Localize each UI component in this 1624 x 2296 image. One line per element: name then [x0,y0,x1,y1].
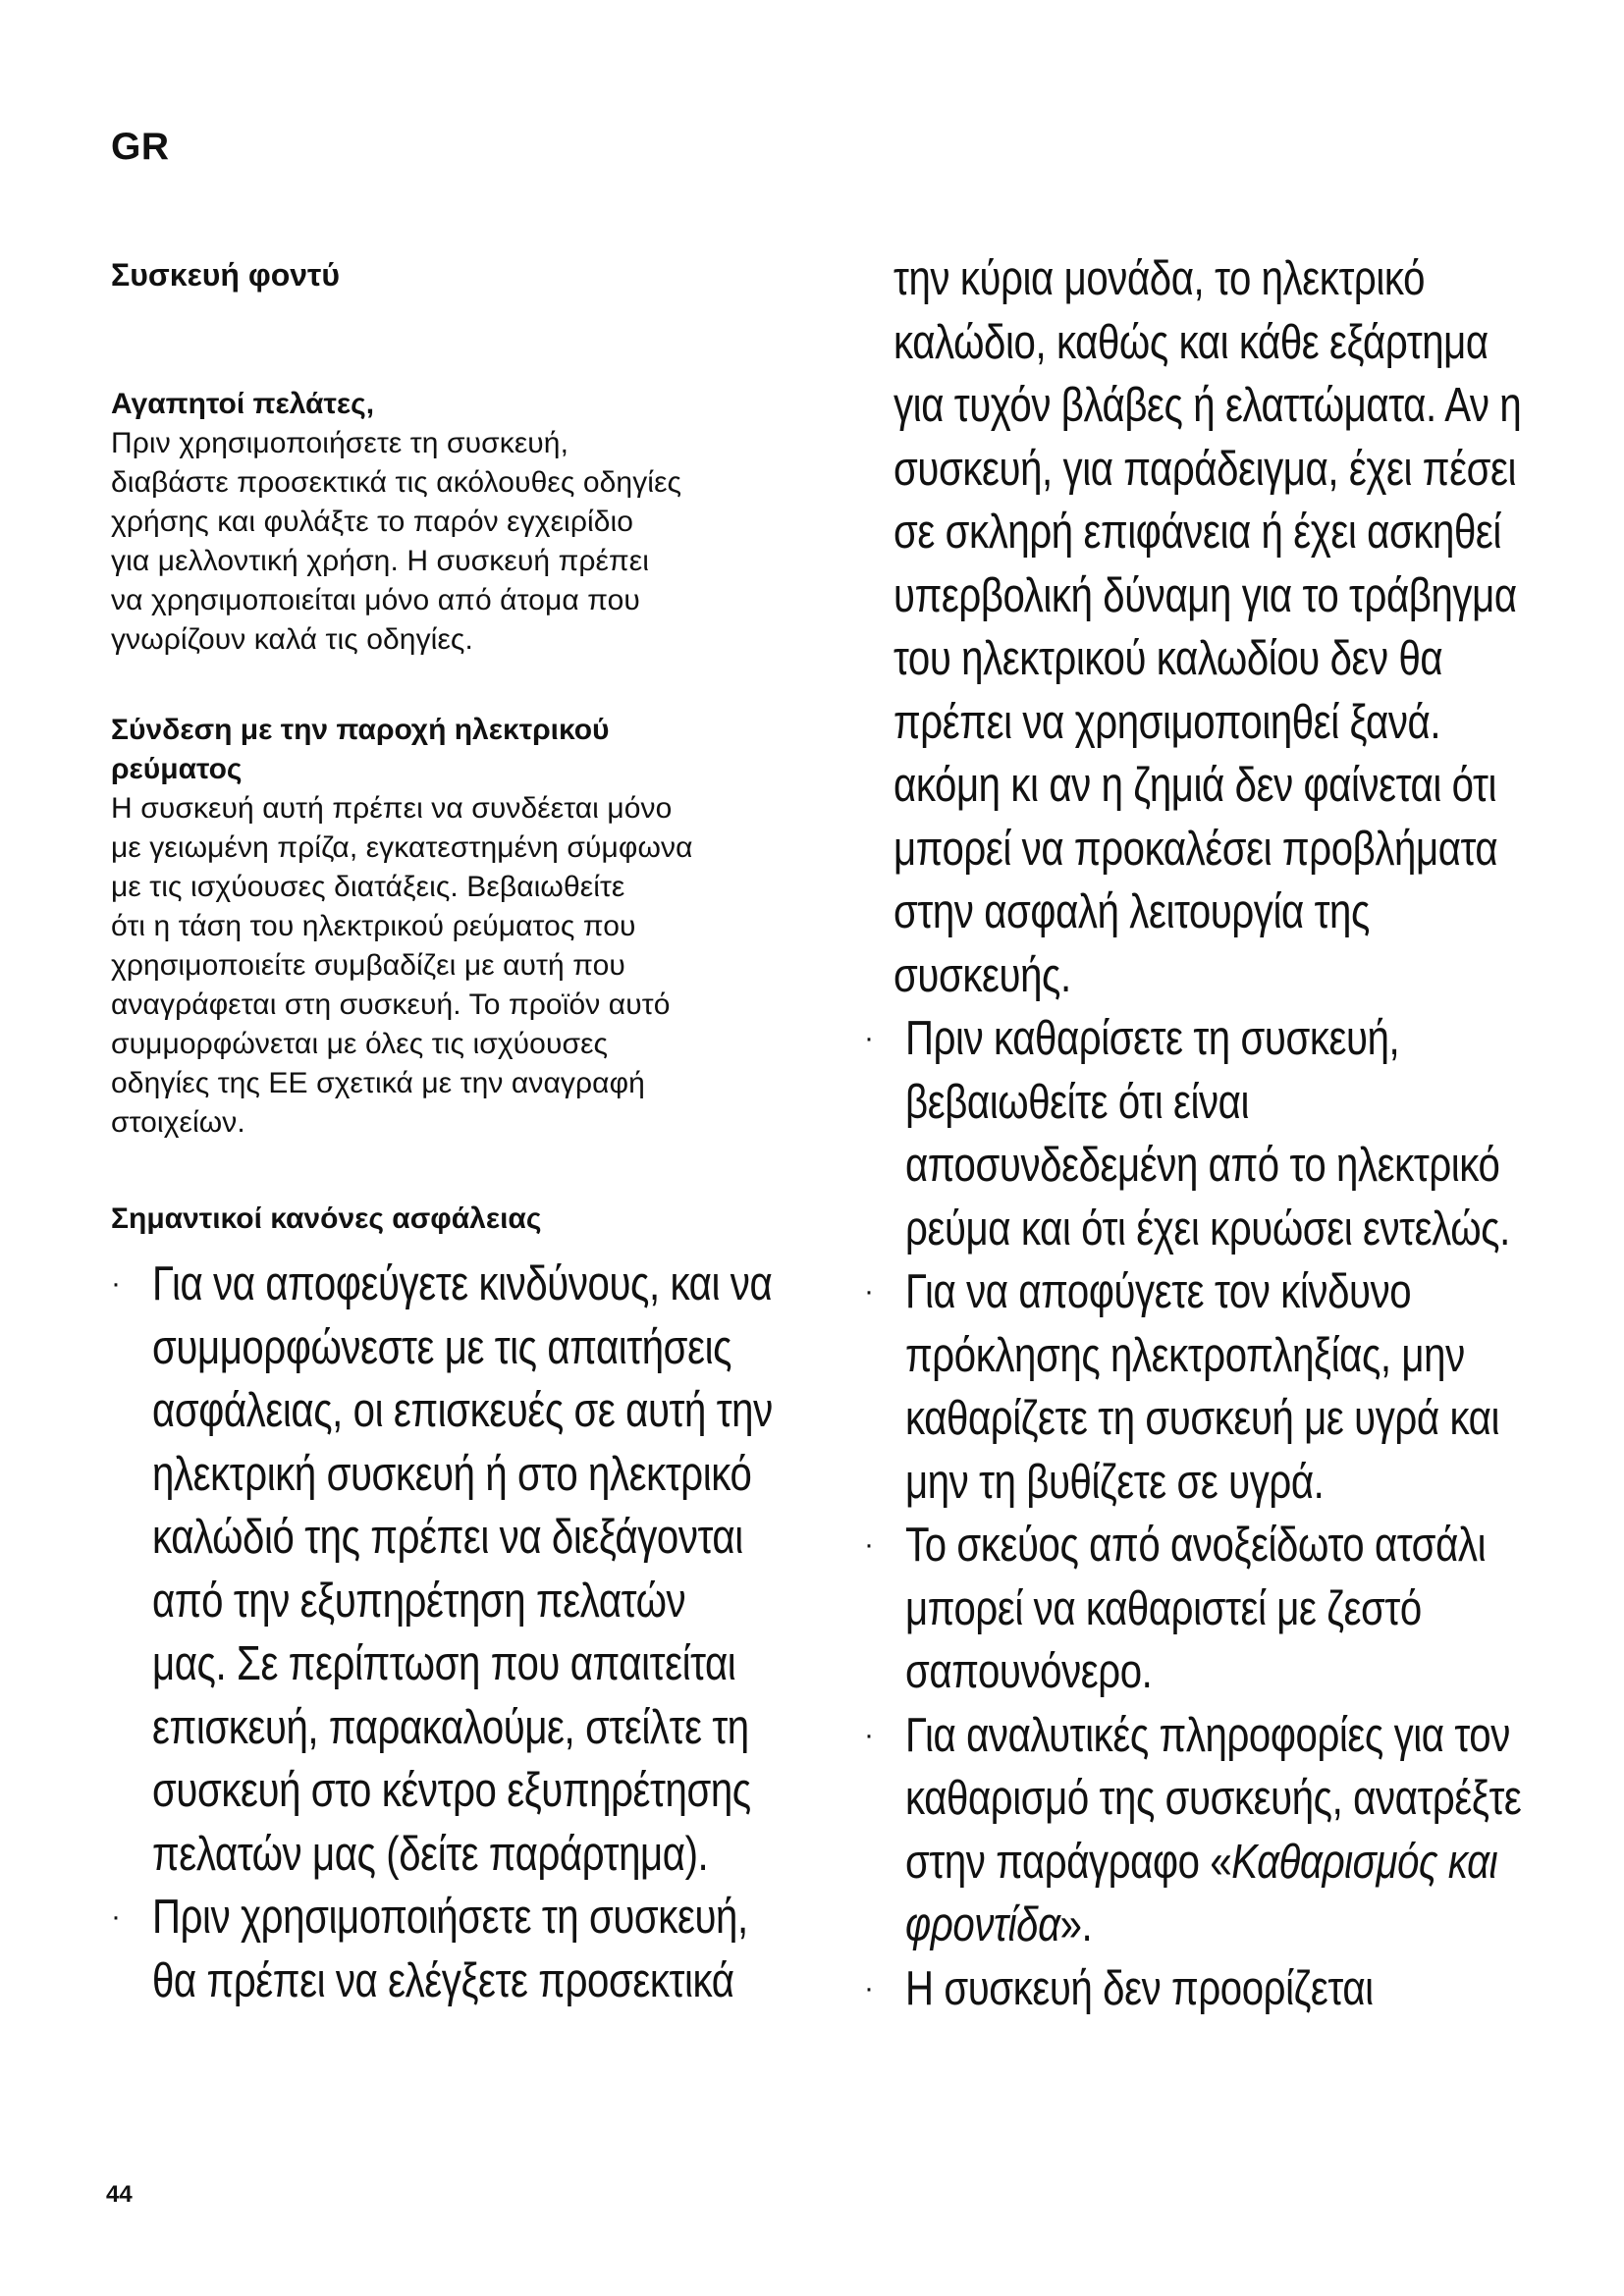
language-code: GR [111,126,170,168]
list-item-text [152,1253,773,1886]
text-line: με τις ισχύουσες διατάξεις. Βεβαιωθείτε [111,871,625,903]
cross-reference-link[interactable]: Καθαρισμός και [1231,1835,1498,1889]
text-line: μπορεί να προκαλέσει προβλήματα [893,822,1498,876]
text-line: συμμορφώνεστε με τις απαιτήσεις [152,1320,732,1374]
text-line: ρεύμα και ότι έχει κρυώσει εντελώς. [905,1201,1510,1255]
text-line: διαβάστε προσεκτικά τις ακόλουθες οδηγίες [111,466,682,499]
text-line: Πριν χρησιμοποιήσετε τη συσκευή, [111,427,569,459]
power-section [111,711,798,1143]
text-line: με γειωμένη πρίζα, εγκατεστημένη σύμφωνα [111,831,693,864]
text-line: Για αναλυτικές πληροφορίες για τον [905,1708,1510,1762]
list-item-text [905,1007,1510,1260]
text-line: πελατών μας (δείτε παράρτημα). [152,1827,709,1881]
list-item [864,1260,1571,1514]
text-line: μην τη βυθίζετε σε υγρά. [905,1455,1325,1509]
text-line: του ηλεκτρικού καλωδίου δεν θα [893,632,1443,685]
text-line: Πριν καθαρίσετε τη συσκευή, [905,1012,1400,1065]
text-line: βεβαιωθείτε ότι είναι [905,1075,1250,1129]
greeting-heading: Αγαπητοί πελάτες, [111,388,375,420]
page-number: 44 [106,2181,133,2208]
text-line: για τυχόν βλάβες ή ελαττώματα. Αν η [893,379,1522,432]
greeting-text [111,424,798,660]
text-line: γνωρίζουν καλά τις οδηγίες. [111,623,473,656]
text-line: πρόκλησης ηλεκτροπληξίας, μην [905,1328,1465,1382]
text-line: Για να αποφεύγετε κινδύνους, και να [152,1257,773,1310]
list-item-text [905,1704,1521,1957]
text-line: Το σκεύος από ανοξείδωτο ατσάλι [905,1519,1487,1572]
text-line: οδηγίες της ΕΕ σχετικά με την αναγραφή [111,1067,645,1099]
text-line: μπορεί να καθαριστεί με ζεστό [905,1581,1422,1635]
safety-section [111,1200,798,2012]
text-line: χρήσης και φυλάξτε το παρόν εγχειρίδιο [111,506,634,538]
text-line: Η συσκευή αυτή πρέπει να συνδέεται μόνο [111,792,673,825]
text-line: μας. Σε περίπτωση που απαιτείται [152,1637,736,1690]
continuation-text [893,247,1521,1007]
list-item [864,1007,1571,1260]
heading-line: Σύνδεση με την παροχή ηλεκτρικού [111,714,610,746]
text-line: από την εξυπηρέτηση πελατών [152,1574,686,1628]
list-item [111,1253,798,1886]
text-line: σαπουνόνερο. [905,1645,1153,1698]
text-line: ακόμη κι αν η ζημιά δεν φαίνεται ότι [893,759,1497,812]
right-column [864,247,1571,2020]
text-line: πρέπει να χρησιμοποιηθεί ξανά. [893,695,1441,749]
document-title: Συσκευή φοντύ [111,257,340,293]
text-line: σε σκληρή επιφάνεια ή έχει ασκηθεί [893,506,1501,559]
bullet: · [864,1275,874,1308]
text-line: ασφάλειας, οι επισκευές σε αυτή την [152,1384,773,1437]
safety-list-left [111,1253,798,2012]
safety-continuation [864,247,1571,1007]
safety-heading: Σημαντικοί κανόνες ασφάλειας [111,1202,542,1235]
text-line: χρησιμοποιείτε συμβαδίζει με αυτή που [111,949,625,982]
power-heading [111,711,798,789]
bullet: · [864,1718,874,1751]
text-line: καλώδιό της πρέπει να διεξάγονται [152,1511,743,1564]
text-line: επισκευή, παρακαλούμε, στείλτε τη [152,1700,749,1754]
text-line: ηλεκτρική συσκευή ή στο ηλεκτρικό [152,1447,752,1501]
text-line: καλώδιο, καθώς και κάθε εξάρτημα [893,315,1489,369]
text-line: στοιχείων. [111,1106,245,1139]
list-item [864,1704,1571,1957]
cross-reference-link-cont[interactable]: φροντίδα [905,1898,1060,1951]
text-line: συσκευή στο κέντρο εξυπηρέτησης [152,1764,751,1817]
greeting-section [111,385,798,660]
text-line: αποσυνδεδεμένη από το ηλεκτρικό [905,1139,1500,1192]
text-line: ότι η τάση του ηλεκτρικού ρεύματος που [111,910,636,942]
text-line: να χρησιμοποιείται μόνο από άτομα που [111,584,640,616]
text-line: για μελλοντική χρήση. Η συσκευή πρέπει [111,545,650,577]
list-item [864,1957,1571,2021]
text-line: καθαρίζετε τη συσκευή με υγρά και [905,1392,1499,1445]
list-item-text [152,1886,748,2012]
heading-line: ρεύματος [111,753,243,785]
list-item-text [905,1260,1499,1514]
text-line: συμμορφώνεται με όλες τις ισχύουσες [111,1028,609,1060]
text-line: υπερβολική δύναμη για το τράβηγμα [893,568,1517,622]
text-line: Για να αποφύγετε τον κίνδυνο [905,1265,1412,1318]
bullet: · [864,1528,874,1561]
safety-list-right [864,1007,1571,2020]
left-column [111,385,798,2012]
list-item-text [905,1957,1374,2021]
text-line: συσκευή, για παράδειγμα, έχει πέσει [893,442,1517,496]
list-item-text [905,1514,1486,1704]
bullet: · [864,1971,874,2004]
text-line: την κύρια μονάδα, το ηλεκτρικό [893,252,1426,305]
text-line: συσκευής. [893,948,1071,1002]
power-text [111,789,798,1143]
list-item [864,1514,1571,1704]
text-line: ». [1059,1898,1093,1951]
list-item [111,1886,798,2012]
text-line: Η συσκευή δεν προορίζεται [905,1961,1374,2015]
text-line: αναγράφεται στη συσκευή. Το προϊόν αυτό [111,988,671,1021]
text-line: θα πρέπει να ελέγξετε προσεκτικά [152,1953,734,2007]
bullet: · [111,1267,121,1300]
text-line: στην ασφαλή λειτουργία της [893,885,1370,938]
bullet: · [864,1022,874,1054]
text-line: στην παράγραφο « [905,1835,1232,1889]
text-line: καθαρισμό της συσκευής, ανατρέξτε [905,1772,1522,1825]
text-line: Πριν χρησιμοποιήσετε τη συσκευή, [152,1891,748,1944]
bullet: · [111,1900,121,1933]
